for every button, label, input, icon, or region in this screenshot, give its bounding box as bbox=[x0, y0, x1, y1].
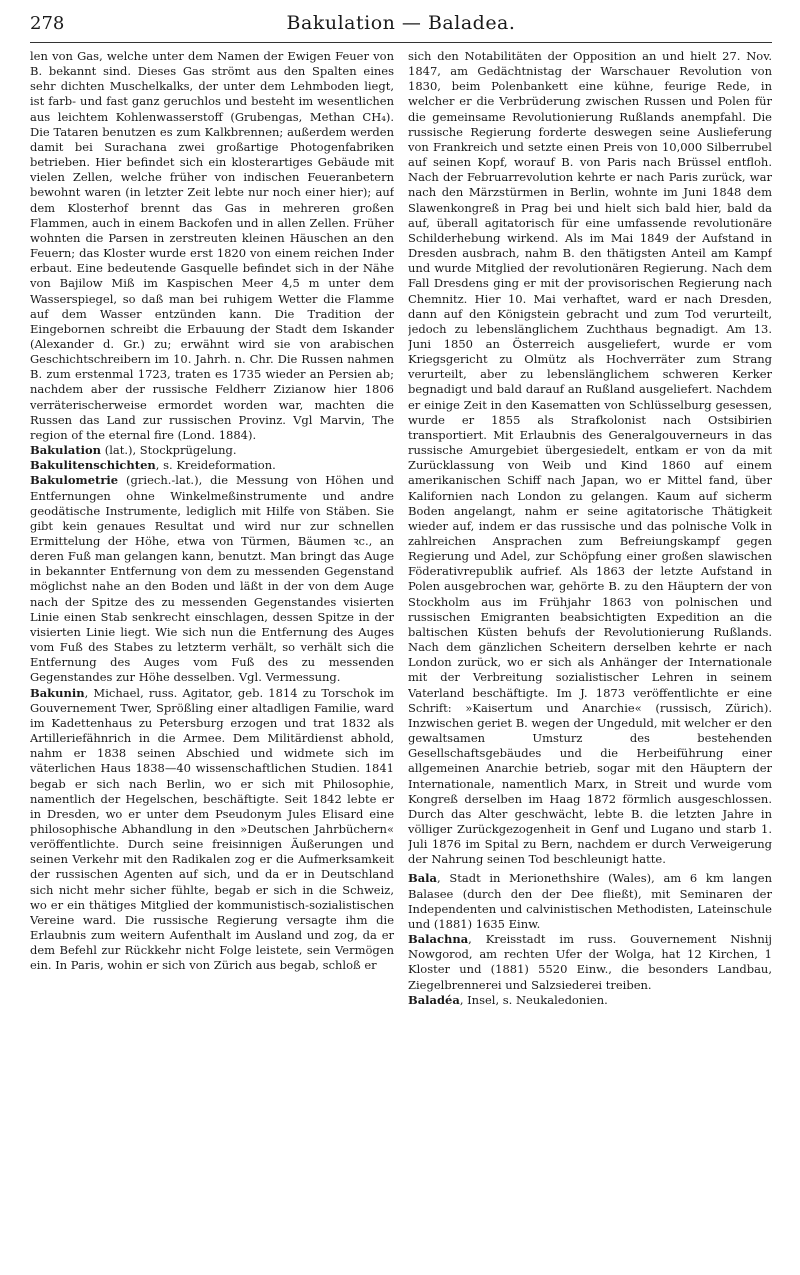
right-column bbox=[408, 49, 772, 1261]
entry-bakulometrie bbox=[30, 473, 394, 685]
entry-headword: Bakulation bbox=[30, 443, 102, 458]
entry-text: , Kreisstadt im russ. Gouvernement Nishnij Nowgorod, am rechten Ufer der Wolga, hat 12 Kirchen, 1 Kloster und (1881) 5520 Einw., die besonders Landbau, Ziegelbrennerei und Salzsiederei treiben. bbox=[408, 932, 772, 992]
entry-headword: Bala bbox=[408, 871, 437, 886]
entry-headword: Baladéa bbox=[408, 992, 460, 1007]
entry-headword: Bakulometrie bbox=[30, 473, 119, 488]
left-continuation-text: len von Gas, welche unter dem Namen der Ewigen Feuer von B. bekannt sind. Dieses Gas strömt aus den Spalten eines sehr dichten Muschelkalks, der unter dem Lehmboden liegt, ist farb- und fast ganz geruchlos und besteht im wesentlichen aus leichtem Kohlenwasserstoff (Grubengas, Methan CH₄). Die Tataren benutzen es zum Kalkbrennen; außerdem werden damit bei Surachana zwei großartige Photogenfabriken betrieben. Hier befindet sich ein klosterartiges Gebäude mit vielen Zellen, welche früher von indischen Feueranbetern bewohnt waren (in letzter Zeit lebte nur noch einer hier); auf dem Klosterhof brennt das Gas in mehreren großen Flammen, auch in einem Backofen und in allen Zellen. Früher wohnten die Parsen in zerstreuten kleinen Häuschen an den Feuern; das Kloster wurde erst 1820 von einem reichen Inder erbaut. Eine bedeutende Gasquelle befindet sich in der Nähe von Bajilow Miß im Kaspischen Meer 4,5 m unter dem Wasserspiegel, so daß man bei ruhigem Wetter die Flamme auf dem Wasser entzünden kann. Die Tradition der Eingebornen schreibt die Erbauung der Stadt dem Iskander (Alexander d. Gr.) zu; erwähnt wird sie von arabischen Geschichtschreibern im 10. Jahrh. n. Chr. Die Russen nahmen B. zum erstenmal 1723, traten es 1735 wieder an Persien ab; nachdem aber der russische Feldherr Zizianow hier 1806 verräterischerweise ermordet worden war, machten die Russen das Land zur russischen Provinz. Vgl Marvin, The region of the eternal fire (Lond. 1884). bbox=[30, 49, 394, 442]
entry-text: , Stadt in Merionethshire (Wales), am 6 km langen Balasee (durch den der Dee fließt), mit Seminaren der Independenten und calvinistischen Methodisten, Lateinschule und (1881) 1635 Einw. bbox=[408, 871, 772, 931]
entry-bala bbox=[408, 871, 772, 932]
text-columns bbox=[30, 49, 772, 1261]
entry-text: (lat.), Stockprügelung. bbox=[101, 443, 237, 458]
entry-text: , Michael, russ. Agitator, geb. 1814 zu Torschok im Gouvernement Twer, Sprößling einer altadligen Familie, ward im Kadettenhaus zu Petersburg erzogen und trat 1832 als Artilleriefähnrich in die Armee. Dem Militärdienst abhold, nahm er 1838 seinen Abschied und widmete sich im väterlichen Haus 1838—40 wissenschaftlichen Studien. 1841 begab er sich nach Berlin, wo er sich mit Philosophie, namentlich der Hegelschen, beschäftigte. Seit 1842 lebte er in Dresden, wo er unter dem Pseudonym Jules Elisard eine philosophische Abhandlung in den »Deutschen Jahrbüchern« veröffentlichte. Durch seine freisinnigen Äußerungen und seinen Verkehr mit den Radikalen zog er die Aufmerksamkeit der russischen Agenten auf sich, und da er in Deutschland sich nicht mehr sicher fühlte, begab er sich in die Schweiz, wo er ein thätiges Mitglied der kommunistisch-sozialistischen Vereine ward. Die russische Regierung versagte ihm die Erlaubnis zum weitern Aufenthalt im Ausland und zog, da er dem Befehl zur Rückkehr nicht Folge leistete, sein Vermögen ein. In Paris, wohin er sich von Zürich aus begab, schloß er bbox=[30, 685, 394, 973]
entry-text: , s. Kreideformation. bbox=[155, 458, 276, 473]
left-column bbox=[30, 49, 394, 1261]
entry-bakulitenschichten bbox=[30, 458, 394, 473]
running-title: Bakulation — Baladea. bbox=[286, 12, 516, 34]
entry-bakulation bbox=[30, 443, 394, 458]
entry-balachna bbox=[408, 932, 772, 993]
entry-text: (griech.-lat.), die Messung von Höhen und Entfernungen ohne Winkelmeßinstrumente und andre geodätische Instrumente, lediglich mit Hilfe von Stäben. Sie gibt kein genaues Resultat und wird nur zur schnellen Ermittelung der Höhe, etwa von Türmen, Bäumen ꝛc., an deren Fuß man gelangen kann, benutzt. Man bringt das Auge in bekannter Entfernung von dem zu messenden Gegenstand möglichst nahe an den Boden und läßt in der von dem Auge nach der Spitze des zu messenden Gegenstandes visierten Linie einen Stab senkrecht einschlagen, dessen Spitze in der visierten Linie liegt. Wie sich nun die Entfernung des Auges vom Fuß des Stabes zu letzterm verhält, so verhält sich die Entfernung des Auges vom Fuß des zu messenden Gegenstandes zur Höhe desselben. Vgl. Vermessung. bbox=[30, 473, 394, 685]
entry-headword: Bakulitenschichten bbox=[30, 458, 156, 473]
entry-bakunin bbox=[30, 686, 394, 974]
entry-headword: Bakunin bbox=[30, 685, 85, 700]
right-continuation-text: sich den Notabilitäten der Opposition an und hielt 27. Nov. 1847, am Gedächtnistag der Warschauer Revolution von 1830, beim Polenbankett eine kühne, feurige Rede, in welcher er die Verbrüderung zwischen Russen und Polen für die gemeinsame Revolutionierung Rußlands anempfahl. Die russische Regierung forderte deswegen seine Auslieferung von Frankreich und setzte einen Preis von 10,000 Silberrubel auf seinen Kopf, worauf B. von Paris nach Brüssel entfloh. Nach der Februarrevolution kehrte er nach Paris zurück, war nach den Märzstürmen in Berlin, wohnte im Juni 1848 dem Slawenkongreß in Prag bei und hielt sich bald hier, bald da auf, überall agitatorisch für eine umfassende revolutionäre Schilderhebung wirkend. Als im Mai 1849 der Aufstand in Dresden ausbrach, nahm B. den thätigsten Anteil am Kampf und wurde Mitglied der revolutionären Regierung. Nach dem Fall Dresdens ging er mit der provisorischen Regierung nach Chemnitz. Hier 10. Mai verhaftet, ward er nach Dresden, dann auf den Königstein gebracht und zum Tod verurteilt, jedoch zu lebenslänglichem Zuchthaus begnadigt. Am 13. Juni 1850 an Österreich ausgeliefert, wurde er vom Kriegsgericht zu Olmütz als Hochverräter zum Strang verurteilt, aber zu lebenslänglichem schweren Kerker begnadigt und bald darauf an Rußland ausgeliefert. Nachdem er einige Zeit in den Kasematten von Schlüsselburg gesessen, wurde er 1855 als Strafkolonist nach Ostsibirien transportiert. Mit Erlaubnis des Generalgouverneurs in das russische Amurgebiet übergesiedelt, entkam er von da mit Zurücklassung von Weib und Kind 1860 auf einem amerikanischen Schiff nach Japan, wo er Mittel fand, über Kalifornien nach London zu gelangen. Kaum auf sicherm Boden angelangt, nahm er seine agitatorische Thätigkeit wieder auf, indem er das russische und das polnische Volk in zahlreichen Ansprachen zum Befreiungskampf gegen Regierung und Adel, zur Schöpfung einer großen slawischen Föderativrepublik aufrief. Als 1863 der letzte Aufstand in Polen ausgebrochen war, gehörte B. zu den Häuptern der von Stockholm aus im Frühjahr 1863 von polnischen und russischen Emigranten beabsichtigten Expedition an die baltischen Küsten behufs der Revolutionierung Rußlands. Nach dem gänzlichen Scheitern derselben kehrte er nach London zurück, wo er sich als Anhänger der Internationale mit der Verbreitung sozialistischer Lehren in seinem Vaterland beschäftigte. Im J. 1873 veröffentlichte er eine Schrift: »Kaisertum und Anarchie« (russisch, Zürich). Inzwischen geriet B. wegen der Ungeduld, mit welcher er den gewaltsamen Umsturz des bestehenden Gesellschaftsgebäudes und die Herbeiführung einer allgemeinen Anarchie betrieb, sogar mit den Häuptern der Internationale, namentlich Marx, in Streit und wurde vom Kongreß derselben im Haag 1872 förmlich ausgeschlossen. Durch das Alter geschwächt, lebte B. die letzten Jahre in völliger Zurückgezogenheit in Genf und Lugano und starb 1. Juli 1876 im Spital zu Bern, nachdem er durch Verweigerung der Nahrung seinen Tod beschleunigt hatte. bbox=[408, 49, 772, 867]
entry-baladea bbox=[408, 993, 772, 1008]
entry-headword: Balachna bbox=[408, 932, 469, 947]
entry-text: , Insel, s. Neukaledonien. bbox=[459, 992, 608, 1007]
page-number: 278 bbox=[30, 13, 65, 34]
page-header bbox=[30, 12, 772, 43]
